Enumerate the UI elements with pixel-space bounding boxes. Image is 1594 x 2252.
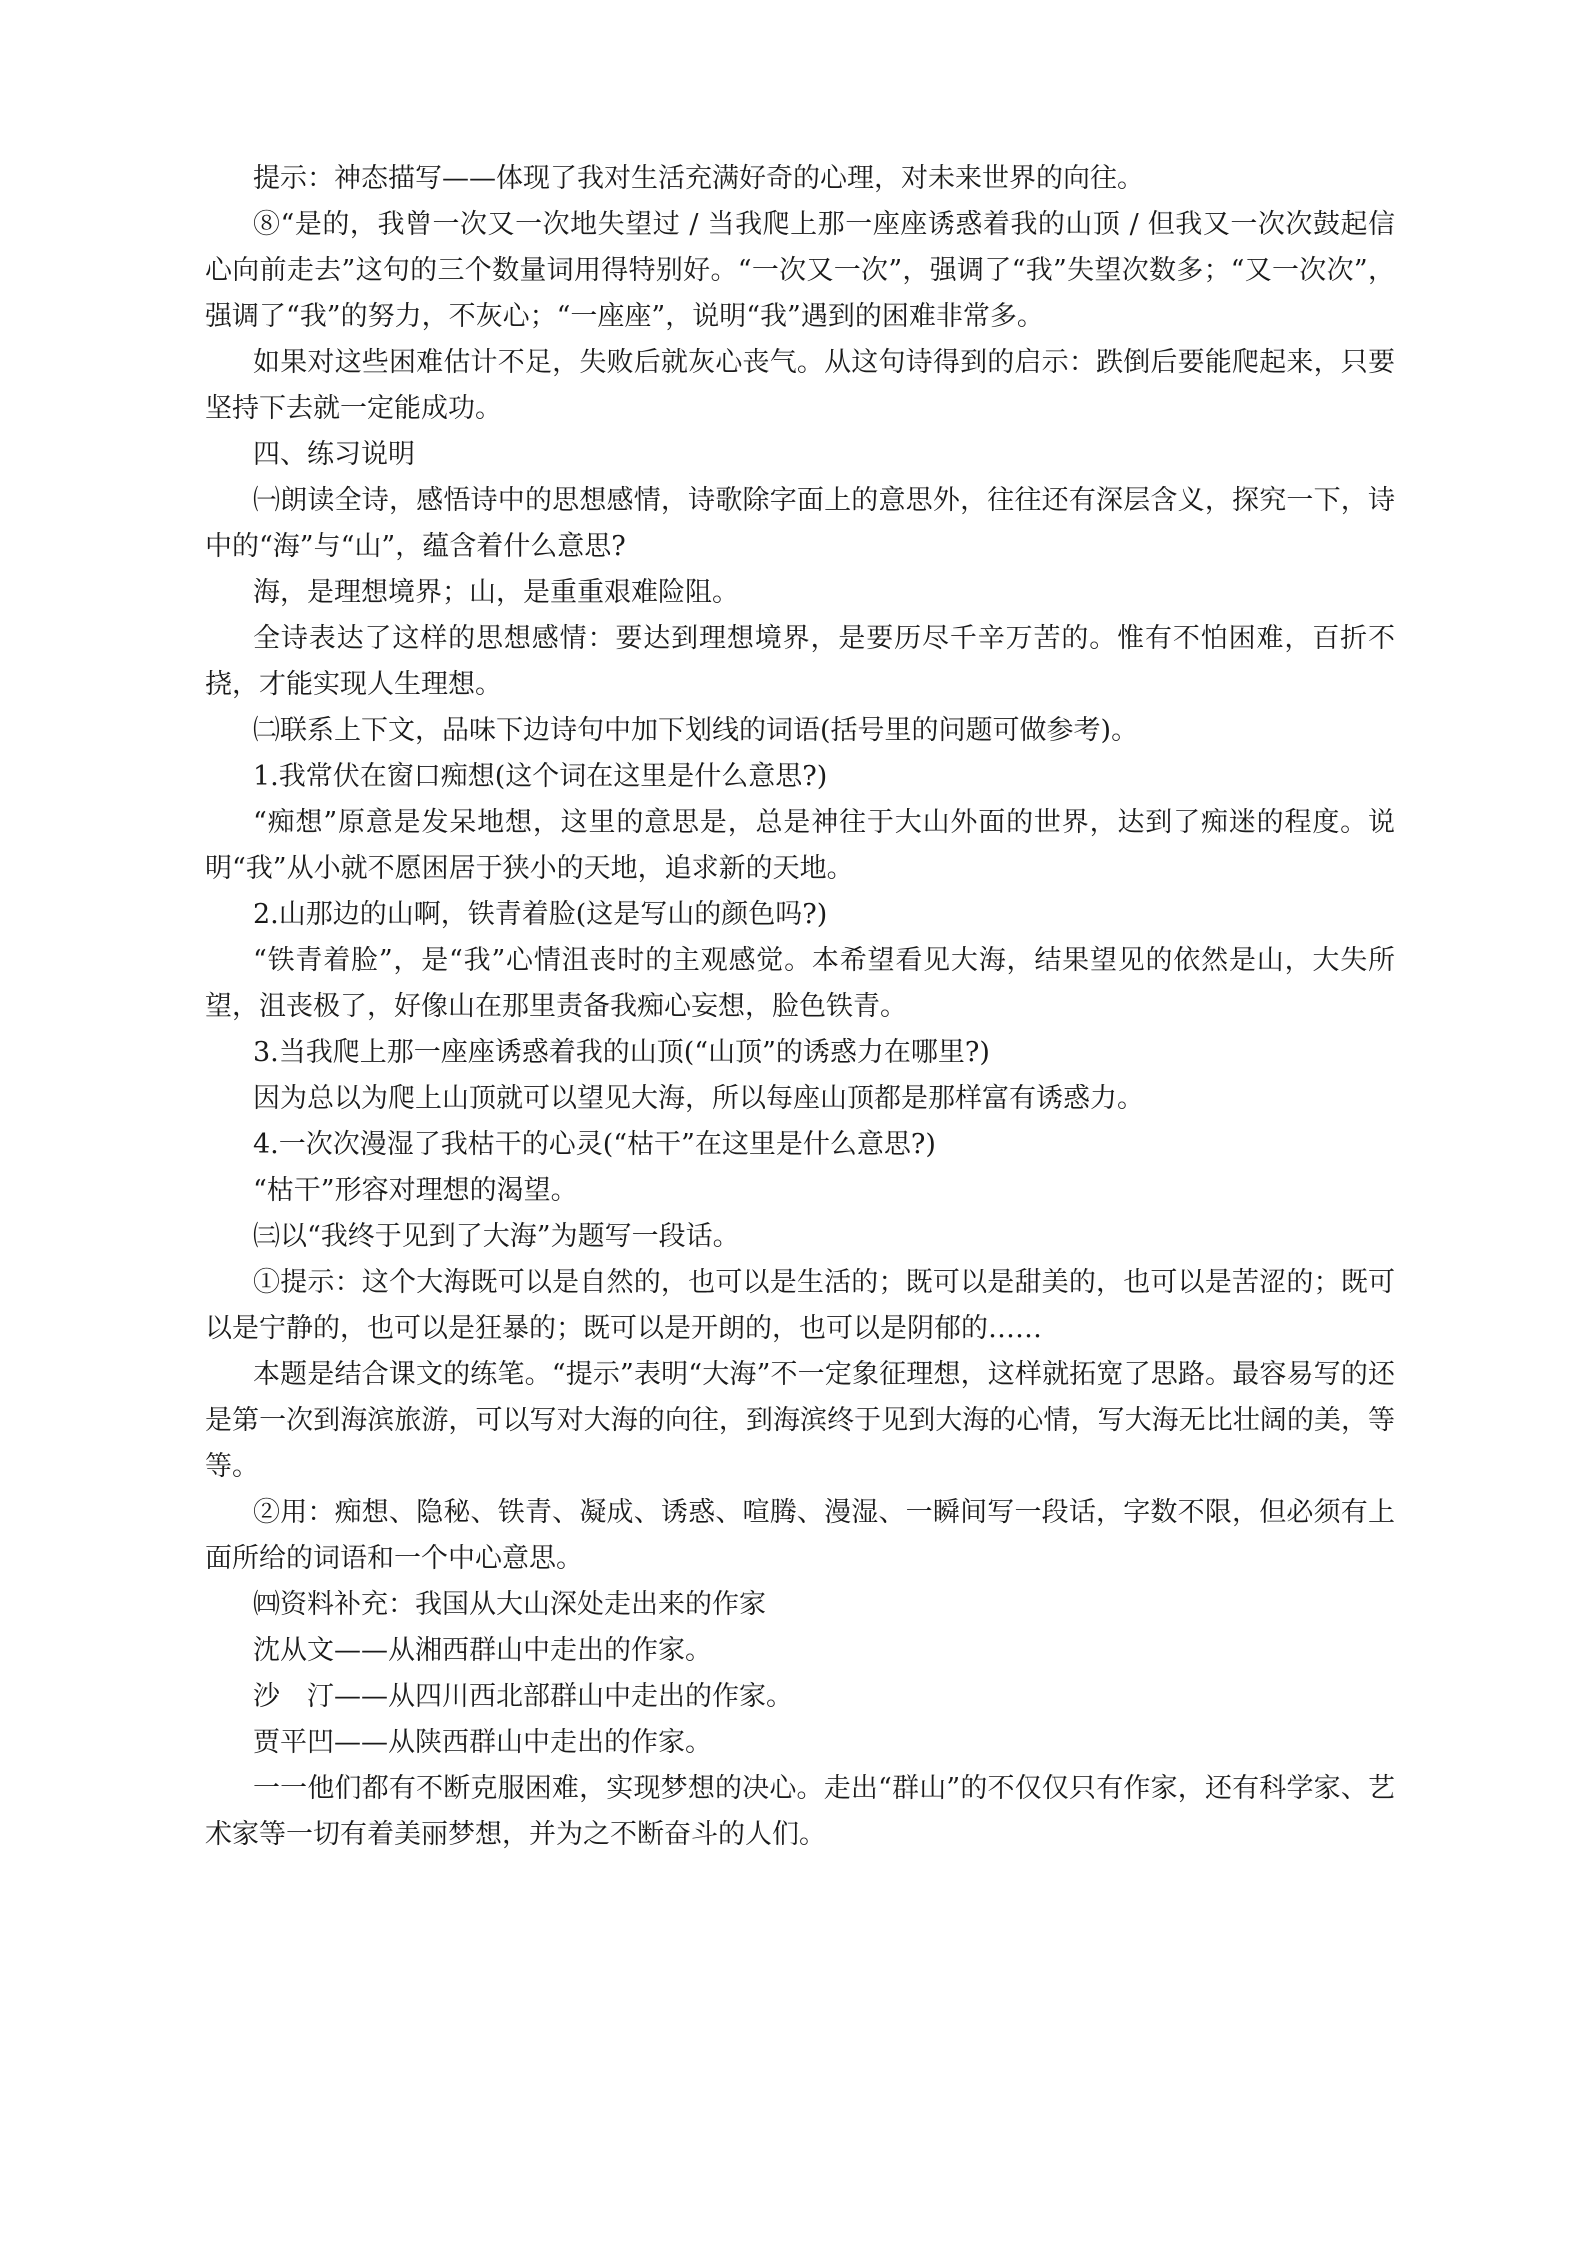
paragraph: 本题是结合课文的练笔。“提示”表明“大海”不一定象征理想，这样就拓宽了思路。最容易写的还是第一次到海滨旅游，可以写对大海的向往，到海滨终于见到大海的心情，写大海无比壮阔的美，等等。 [205,1359,1395,1482]
sub-question: 4.一次次漫湿了我枯干的心灵(“枯干”在这里是什么意思?) [253,1129,936,1160]
paragraph: 因为总以为爬上山顶就可以望见大海，所以每座山顶都是那样富有诱惑力。 [253,1083,1144,1114]
paragraph: ①提示：这个大海既可以是自然的，也可以是生活的；既可以是甜美的，也可以是苦涩的；既可以是宁静的，也可以是狂暴的；既可以是开朗的，也可以是阴郁的…… [205,1267,1395,1344]
document-page [205,156,1395,1858]
paragraph: 提示：神态描写——体现了我对生活充满好奇的心理，对未来世界的向往。 [253,163,1144,194]
paragraph: 一一他们都有不断克服困难，实现梦想的决心。走出“群山”的不仅仅只有作家，还有科学家、艺术家等一切有着美丽梦想，并为之不断奋斗的人们。 [205,1773,1395,1850]
section-heading: 四、练习说明 [253,439,415,470]
exercise-question: ㈡联系上下文，品味下边诗句中加下划线的词语(括号里的问题可做参考)。 [253,715,1139,746]
sub-question: 2.山那边的山啊，铁青着脸(这是写山的颜色吗?) [253,899,828,930]
paragraph: ②用：痴想、隐秘、铁青、凝成、诱惑、喧腾、漫湿、一瞬间写一段话，字数不限，但必须有上面所给的词语和一个中心意思。 [205,1497,1395,1574]
sub-question: 3.当我爬上那一座座诱惑着我的山顶(“山顶”的诱惑力在哪里?) [253,1037,990,1068]
paragraph: “痴想”原意是发呆地想，这里的意思是，总是神往于大山外面的世界，达到了痴迷的程度。说明“我”从小就不愿困居于狭小的天地，追求新的天地。 [205,807,1395,884]
exercise-question: ㈢以“我终于见到了大海”为题写一段话。 [253,1221,740,1252]
paragraph: “铁青着脸”，是“我”心情沮丧时的主观感觉。本希望看见大海，结果望见的依然是山，大失所望，沮丧极了，好像山在那里责备我痴心妄想，脸色铁青。 [205,945,1395,1022]
paragraph: ⑧“是的，我曾一次又一次地失望过 / 当我爬上那一座座诱惑着我的山顶 / 但我又一次次鼓起信心向前走去”这句的三个数量词用得特别好。“一次又一次”，强调了“我”失望次数多；“又一次次”，强调了“我”的努力，不灰心；“一座座”，说明“我”遇到的困难非常多。 [205,209,1395,332]
paragraph: 如果对这些困难估计不足，失败后就灰心丧气。从这句诗得到的启示：跌倒后要能爬起来，只要坚持下去就一定能成功。 [205,347,1395,424]
paragraph: 海，是理想境界；山，是重重艰难险阻。 [253,577,739,608]
author-entry: 沙 汀——从四川西北部群山中走出的作家。 [253,1681,793,1712]
sub-question: 1.我常伏在窗口痴想(这个词在这里是什么意思?) [253,761,828,792]
exercise-question: ㈠朗读全诗，感悟诗中的思想感情，诗歌除字面上的意思外，往往还有深层含义，探究一下，诗中的“海”与“山”，蕴含着什么意思? [205,485,1395,562]
paragraph: 全诗表达了这样的思想感情：要达到理想境界，是要历尽千辛万苦的。惟有不怕困难，百折不挠，才能实现人生理想。 [205,623,1395,700]
paragraph: “枯干”形容对理想的渴望。 [253,1175,578,1206]
exercise-question: ㈣资料补充：我国从大山深处走出来的作家 [253,1589,766,1620]
author-entry: 贾平凹——从陕西群山中走出的作家。 [253,1727,712,1758]
author-entry: 沈从文——从湘西群山中走出的作家。 [253,1635,712,1666]
